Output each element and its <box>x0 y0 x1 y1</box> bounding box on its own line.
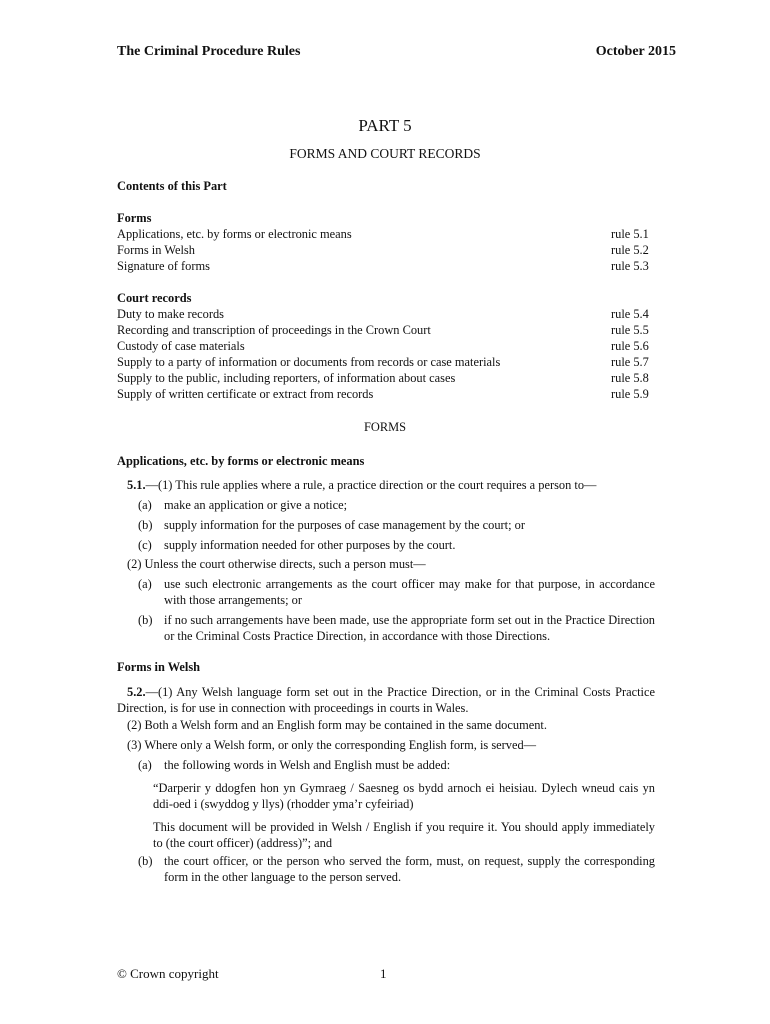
list-item-text: use such electronic arrangements as the court officer may make for that purpose, in accordance with those arrangements; or <box>164 577 655 607</box>
list-item <box>138 537 655 553</box>
contents-row-title: Supply to the public, including reporters, of information about cases <box>117 371 456 385</box>
contents-row-title: Supply of written certificate or extract from records <box>117 387 374 401</box>
list-item <box>138 853 655 885</box>
list-item-label: (b) <box>138 613 153 627</box>
list-item-label: (a) <box>138 577 152 591</box>
list-item-text: the following words in Welsh and English must be added: <box>164 758 451 772</box>
rule-paragraph <box>117 477 655 493</box>
running-header-title: The Criminal Procedure Rules <box>117 44 301 59</box>
list-item-label: (a) <box>138 498 152 512</box>
contents-row-title: Supply to a party of information or documents from records or case materials <box>117 355 501 369</box>
page-number: 1 <box>380 966 387 981</box>
running-header-date: October 2015 <box>595 44 676 59</box>
contents-row-rule: rule 5.4 <box>611 307 649 321</box>
contents-row-rule: rule 5.3 <box>611 259 649 273</box>
section-label: FORMS <box>363 420 406 434</box>
part-subtitle: FORMS AND COURT RECORDS <box>289 146 481 161</box>
list-item <box>138 612 655 644</box>
contents-row-rule: rule 5.2 <box>611 243 649 257</box>
part-title: PART 5 <box>358 116 412 135</box>
list-item <box>138 517 655 533</box>
contents-row-title: Custody of case materials <box>117 339 245 353</box>
contents-row-rule: rule 5.6 <box>611 339 649 353</box>
contents-row-title: Recording and transcription of proceedings in the Crown Court <box>117 323 431 337</box>
contents-row <box>117 242 655 258</box>
contents-row-title: Applications, etc. by forms or electronic means <box>117 227 352 241</box>
list-item <box>138 757 655 773</box>
list-item <box>138 497 655 513</box>
list-item <box>138 576 655 608</box>
rule-paragraph: (2) Unless the court otherwise directs, such a person must— <box>127 557 426 571</box>
list-item-text: make an application or give a notice; <box>164 498 348 512</box>
list-item-text: supply information needed for other purposes by the court. <box>164 538 456 552</box>
contents-row <box>117 386 655 402</box>
contents-row <box>117 354 655 370</box>
contents-row <box>117 226 655 242</box>
footer-copyright: © Crown copyright <box>117 966 219 981</box>
rule-paragraph: (2) Both a Welsh form and an English form may be contained in the same document. <box>127 718 547 732</box>
rule-heading: Applications, etc. by forms or electronic means <box>117 454 365 468</box>
list-item-label: (b) <box>138 518 153 532</box>
rule-number: 5.2. <box>127 685 146 699</box>
english-notice-quote: This document will be provided in Welsh / English if you require it. You should apply immediately to (the court officer) (address)”; and <box>153 820 655 850</box>
rule-paragraph: (3) Where only a Welsh form, or only the corresponding English form, is served— <box>127 738 537 752</box>
contents-row <box>117 338 655 354</box>
rule-paragraph <box>117 684 655 716</box>
rule-number: 5.1. <box>127 478 146 492</box>
contents-heading: Contents of this Part <box>117 179 227 193</box>
welsh-notice-quote: “Darperir y ddogfen hon yn Gymraeg / Saesneg os bydd arnoch ei heisiau. Dylech wneud cais yn ddi-oed i (swyddog y llys) (rhodder yma’r cyfeiriad) <box>153 781 655 811</box>
rule-paragraph-text: —(1) Any Welsh language form set out in the Practice Direction, or in the Criminal Costs Practice Direction, is for use in connection with proceedings in courts in Wales. <box>117 685 655 715</box>
rule-paragraph-text: —(1) This rule applies where a rule, a practice direction or the court requires a person to— <box>145 478 597 492</box>
list-item-text: the court officer, or the person who served the form, must, on request, supply the corresponding form in the other language to the person served. <box>164 854 655 884</box>
contents-row-rule: rule 5.8 <box>611 371 649 385</box>
contents-row-rule: rule 5.1 <box>611 227 649 241</box>
contents-row-title: Duty to make records <box>117 307 225 321</box>
contents-row <box>117 322 655 338</box>
contents-row-rule: rule 5.5 <box>611 323 649 337</box>
list-item-label: (a) <box>138 758 152 772</box>
contents-group-heading: Forms <box>117 211 152 225</box>
contents-row-title: Forms in Welsh <box>117 243 195 257</box>
rule-heading: Forms in Welsh <box>117 660 201 674</box>
list-item-label: (b) <box>138 854 153 868</box>
list-item-label: (c) <box>138 538 152 552</box>
contents-row <box>117 370 655 386</box>
contents-row-title: Signature of forms <box>117 259 210 273</box>
contents-row <box>117 258 655 274</box>
contents-row <box>117 306 655 322</box>
contents-row-rule: rule 5.7 <box>611 355 649 369</box>
list-item-text: supply information for the purposes of case management by the court; or <box>164 518 525 532</box>
contents-group-heading: Court records <box>117 291 192 305</box>
contents-row-rule: rule 5.9 <box>611 387 649 401</box>
list-item-text: if no such arrangements have been made, use the appropriate form set out in the Practice Direction or the Criminal Costs Practice Direction, in accordance with those Directions. <box>164 613 655 643</box>
